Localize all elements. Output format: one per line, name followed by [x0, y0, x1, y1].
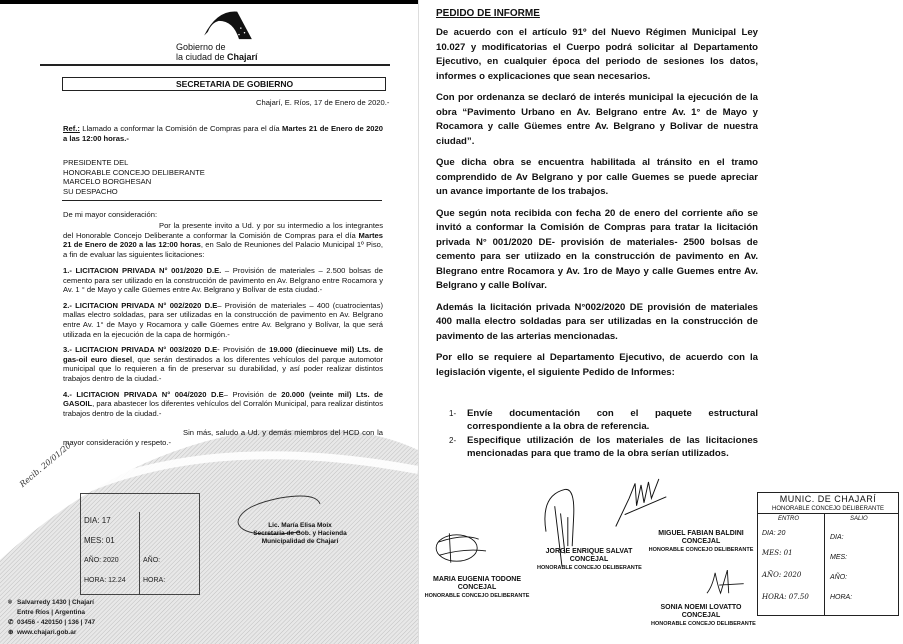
closing-text: Sin más, saludo a Ud. y demás miembros del HCD con la mayor consideración y respeto.- [63, 428, 383, 447]
footer-address: Salvarredy 1430 | Chajarí [17, 599, 94, 606]
request-number: 2- [449, 436, 457, 445]
signatory-name: Lic. María Elisa Moix [268, 522, 332, 529]
signature-block-lovatto [651, 604, 756, 628]
location-pin-icon: ⌾ [8, 599, 12, 606]
stamp-hour-out: HORA: [143, 577, 166, 584]
signatory-role: Secretaria de Gob. y Hacienda [253, 530, 347, 537]
stamp-exit-year: AÑO: [830, 574, 848, 581]
request-item [449, 408, 758, 433]
stamp-entry-year: AÑO: 2020 [762, 571, 802, 579]
councillor-name: SONIA NOEMI LOVATTO [660, 604, 742, 611]
tender-text: - Provisión de [217, 345, 270, 355]
signature-baldini [609, 476, 679, 528]
paragraph: Que según nota recibida con fecha 20 de enero del corriente año se invitó a conformar la Comisión de Compras para tratar la licitación privada N° 001/2020 DE- provisión de materiales- 2500 bolsas de cemento para ser utiizado en la construcción de pavimento en Av. Blegrano entre Rocamora y Av. 1ro de Mayo y calle Guemes entre Av. Belgrano y calle Bolívar. [436, 207, 758, 291]
logo-text-line1: Gobierno de [176, 42, 226, 52]
footer-contact [8, 598, 95, 638]
stamp-exit-day: DIA: [830, 534, 844, 541]
stamp-entry-month: MES: 01 [762, 549, 793, 557]
councillor-name: JORGE ENRIQUE SALVAT [545, 548, 633, 555]
footer-website[interactable]: www.chajari.gob.ar [17, 629, 77, 636]
letter-reference [63, 124, 383, 143]
received-stamp [80, 493, 200, 595]
stamp-hour: HORA: 12.24 [84, 577, 126, 584]
tender-item-2 [63, 301, 383, 339]
addressee-block [63, 158, 205, 196]
letter-page-pedido-informe [418, 0, 903, 644]
stamp-entry-hour: HORA: 07.50 [762, 593, 809, 601]
municipal-logo [176, 8, 256, 60]
stamp-divider [824, 514, 825, 615]
paragraph: Con por ordenanza se declaró de interés municipal la ejecución de la obra “Pavimento Urbano en Av. Belgrano entre Av. 1° de Mayo y Rocamora y calle Güemes entre Av. Belgrano y Bolivar de nuestra ciudad”. [436, 92, 758, 147]
request-list [449, 408, 758, 462]
councillor-role: CONCEJAL [569, 556, 609, 563]
paragraph: Que dicha obra se encuentra habilitada al tránsito en el tramo comprendido de Av Belgrano y por calle Guemes se puede apreciar un avance importante de los trabajos. [436, 157, 758, 197]
body-text: Por la presente invito a Ud. y por su intermedio a los integrantes del Honorable Concejo Deliberante a conformar la Comisión de Compras para el día [63, 221, 383, 240]
logo-prefix: la ciudad de [176, 52, 228, 62]
councillor-body: HONORABLE CONCEJO DELIBERANTE [537, 565, 642, 571]
footer-region: Entre Ríos | Argentina [17, 609, 86, 616]
addressee-line: MARCELO BORGHESAN [63, 177, 152, 187]
tender-title: 2.- LICITACION PRIVADA N° 002/2020 D.E [63, 300, 218, 310]
stamp-year-out: AÑO: [143, 557, 161, 564]
councillor-role: CONCEJAL [457, 584, 497, 591]
body-date: Martes 21 de Enero de 2020 a las 12:00 horas [63, 230, 383, 250]
tender-title: 3.- LICITACION PRIVADA N° 003/2020 D.E [63, 345, 218, 355]
addressee-line: SU DESPACHO [63, 186, 118, 196]
ref-date: Martes 21 de Enero de 2020 a las 12:00 horas.- [63, 124, 383, 143]
letter-page-secretaria [0, 0, 418, 644]
tender-quantity: 20.000 (veinte mil) Lts. de GASOIL [63, 389, 383, 409]
stamp-day: DIA: 17 [84, 516, 111, 525]
tender-item-3 [63, 345, 383, 383]
stamp-entry-day: DIA: 20 [762, 530, 786, 537]
addressee-rule [62, 200, 382, 201]
signature-todone [429, 526, 499, 570]
header-rule [40, 64, 390, 66]
stamp-month: MES: 01 [84, 536, 115, 545]
councillor-body: HONORABLE CONCEJO DELIBERANTE [424, 593, 530, 599]
tender-item-1 [63, 266, 383, 295]
councillor-name: MARIA EUGENIA TODONE [432, 576, 522, 583]
signature-block-baldini [647, 530, 755, 554]
tender-text: – Provisión de materiales – 2.500 bolsas de cemento para ser utilizado en la construcción de pavimento en Av. Belgrano entre Rocamora y Av. 1 ° de Mayo y calle Güemes entre Av. Belgrano y Bolívar de esta ciudad.- [63, 266, 384, 295]
tender-list [63, 266, 383, 418]
salutation: De mi mayor consideración: [63, 210, 158, 219]
addressee-line: HONORABLE CONCEJO DELIBERANTE [63, 167, 205, 177]
globe-icon: ⊕ [8, 629, 14, 636]
signatory-entity: Municipalidad de Chajarí [261, 538, 339, 545]
stamp-entry-label: ENTRO [778, 516, 799, 522]
stamp-subheader: HONORABLE CONCEJO DELIBERANTE [758, 505, 898, 514]
paragraph: De acuerdo con el artículo 91º del Nuevo Régimen Municipal Ley 10.027 y modificatorias el Cuerpo podrá solicitar al Departamento Ejecutivo, en cualquier época del periodo de sesiones los datos, informes o explicaciones que sean necesarios. [436, 27, 758, 82]
request-item [449, 435, 758, 460]
paragraph: Por ello se requiere al Departamento Ejecutivo, de acuerdo con la legislación vigente, el siguiente Pedido de Informes: [436, 352, 758, 378]
stamp-divider [139, 512, 140, 594]
stamp-exit-month: MES: [830, 554, 848, 561]
councillor-role: CONCEJAL [681, 538, 721, 545]
logo-city: Chajarí [227, 52, 258, 62]
tender-quantity: 19.000 (diecinueve mil) Lts. de gas-oil euro diesel [63, 345, 383, 364]
stamp-exit-label: SALIO [850, 516, 868, 522]
ref-label: Ref.: [63, 124, 80, 133]
stamp-exit-hour: HORA: [830, 594, 853, 601]
tender-text: – Provisión de [223, 389, 282, 399]
ref-text: Llamado a conformar la Comisión de Compras para el día [79, 124, 283, 133]
tender-text-end: , que serán destinados a los diferentes vehículos del parque automotor municipal que lo requieren a fin de preservar su durabilidad, y así poder realizar distintos trabajos dentro de la ciudad.- [63, 354, 383, 383]
councillor-body: HONORABLE CONCEJO DELIBERANTE [651, 621, 756, 627]
letter-body [63, 221, 383, 259]
stamp-header: MUNIC. DE CHAJARÍ [779, 494, 877, 504]
logo-text-line2 [176, 52, 258, 62]
document-title: PEDIDO DE INFORME [436, 8, 540, 19]
councillor-name: MIGUEL FABIAN BALDINI [658, 530, 744, 537]
councillor-body: HONORABLE CONCEJO DELIBERANTE [648, 547, 754, 553]
tender-text-end: , para abastecer los diferentes vehículos del Corralón Municipal, para realizar distintos trabajos dentro de la ciudad.- [63, 399, 383, 418]
letter-date: Chajarí, E. Ríos, 17 de Enero de 2020.- [256, 98, 390, 107]
addressee-line: PRESIDENTE DEL [63, 158, 129, 167]
phone-icon: ✆ [8, 619, 14, 626]
signature-lovatto [701, 566, 751, 600]
request-number: 1- [449, 409, 457, 418]
councillor-role: CONCEJAL [681, 612, 721, 619]
request-text: Envíe documentación con el paquete estructural correspondiente a la obra de referencia. [467, 408, 758, 432]
scan-edge [0, 0, 418, 4]
logo-arch-icon [198, 8, 258, 41]
secretary-signature-block [240, 522, 360, 546]
tender-item-4 [63, 390, 383, 419]
hcd-entry-stamp [757, 492, 899, 616]
signature-block-todone [421, 576, 533, 600]
footer-phone: 03456 - 420150 | 136 | 747 [17, 619, 96, 626]
tender-title: 1.- LICITACION PRIVADA N° 001/2020 D.E. [63, 266, 222, 275]
request-text: Especifique utilización de los materiales de las licitaciones mencionadas para que tramo de la obra serían utilizados. [467, 435, 758, 459]
paragraph: Además la licitación privada N°002/2020 DE provisión de materiales 400 malla electro soldadas para ser utilizadas en la construcción de pavimento de las arterias mencionadas. [436, 301, 758, 342]
body-text-end: , en Salo de Reuniones del Palacio Municipal 1º Piso, a fin de evaluar las siguientes licitaciones: [63, 240, 383, 259]
tender-title: 4.- LICITACION PRIVADA N° 004/2020 D.E [63, 389, 224, 399]
section-title: SECRETARIA DE GOBIERNO [176, 79, 294, 89]
received-handwritten-note: Recib. 20/01/20 [18, 440, 73, 489]
paragraph-list [436, 26, 758, 380]
stamp-year: AÑO: 2020 [84, 557, 119, 564]
signature-block-salvat [537, 548, 641, 572]
tender-text: – Provisión de materiales – 400 (cuatrocientas) mallas electro soldadas, para ser utilizadas en la construcción de pavimento en Av. Belgrano entre Av. 1° de Mayo y Rocamora y calle Güemes entre Av. Belgrano y Bolívar, la que será utilizada en la ejecución de la capa de hormigón.- [63, 300, 383, 339]
